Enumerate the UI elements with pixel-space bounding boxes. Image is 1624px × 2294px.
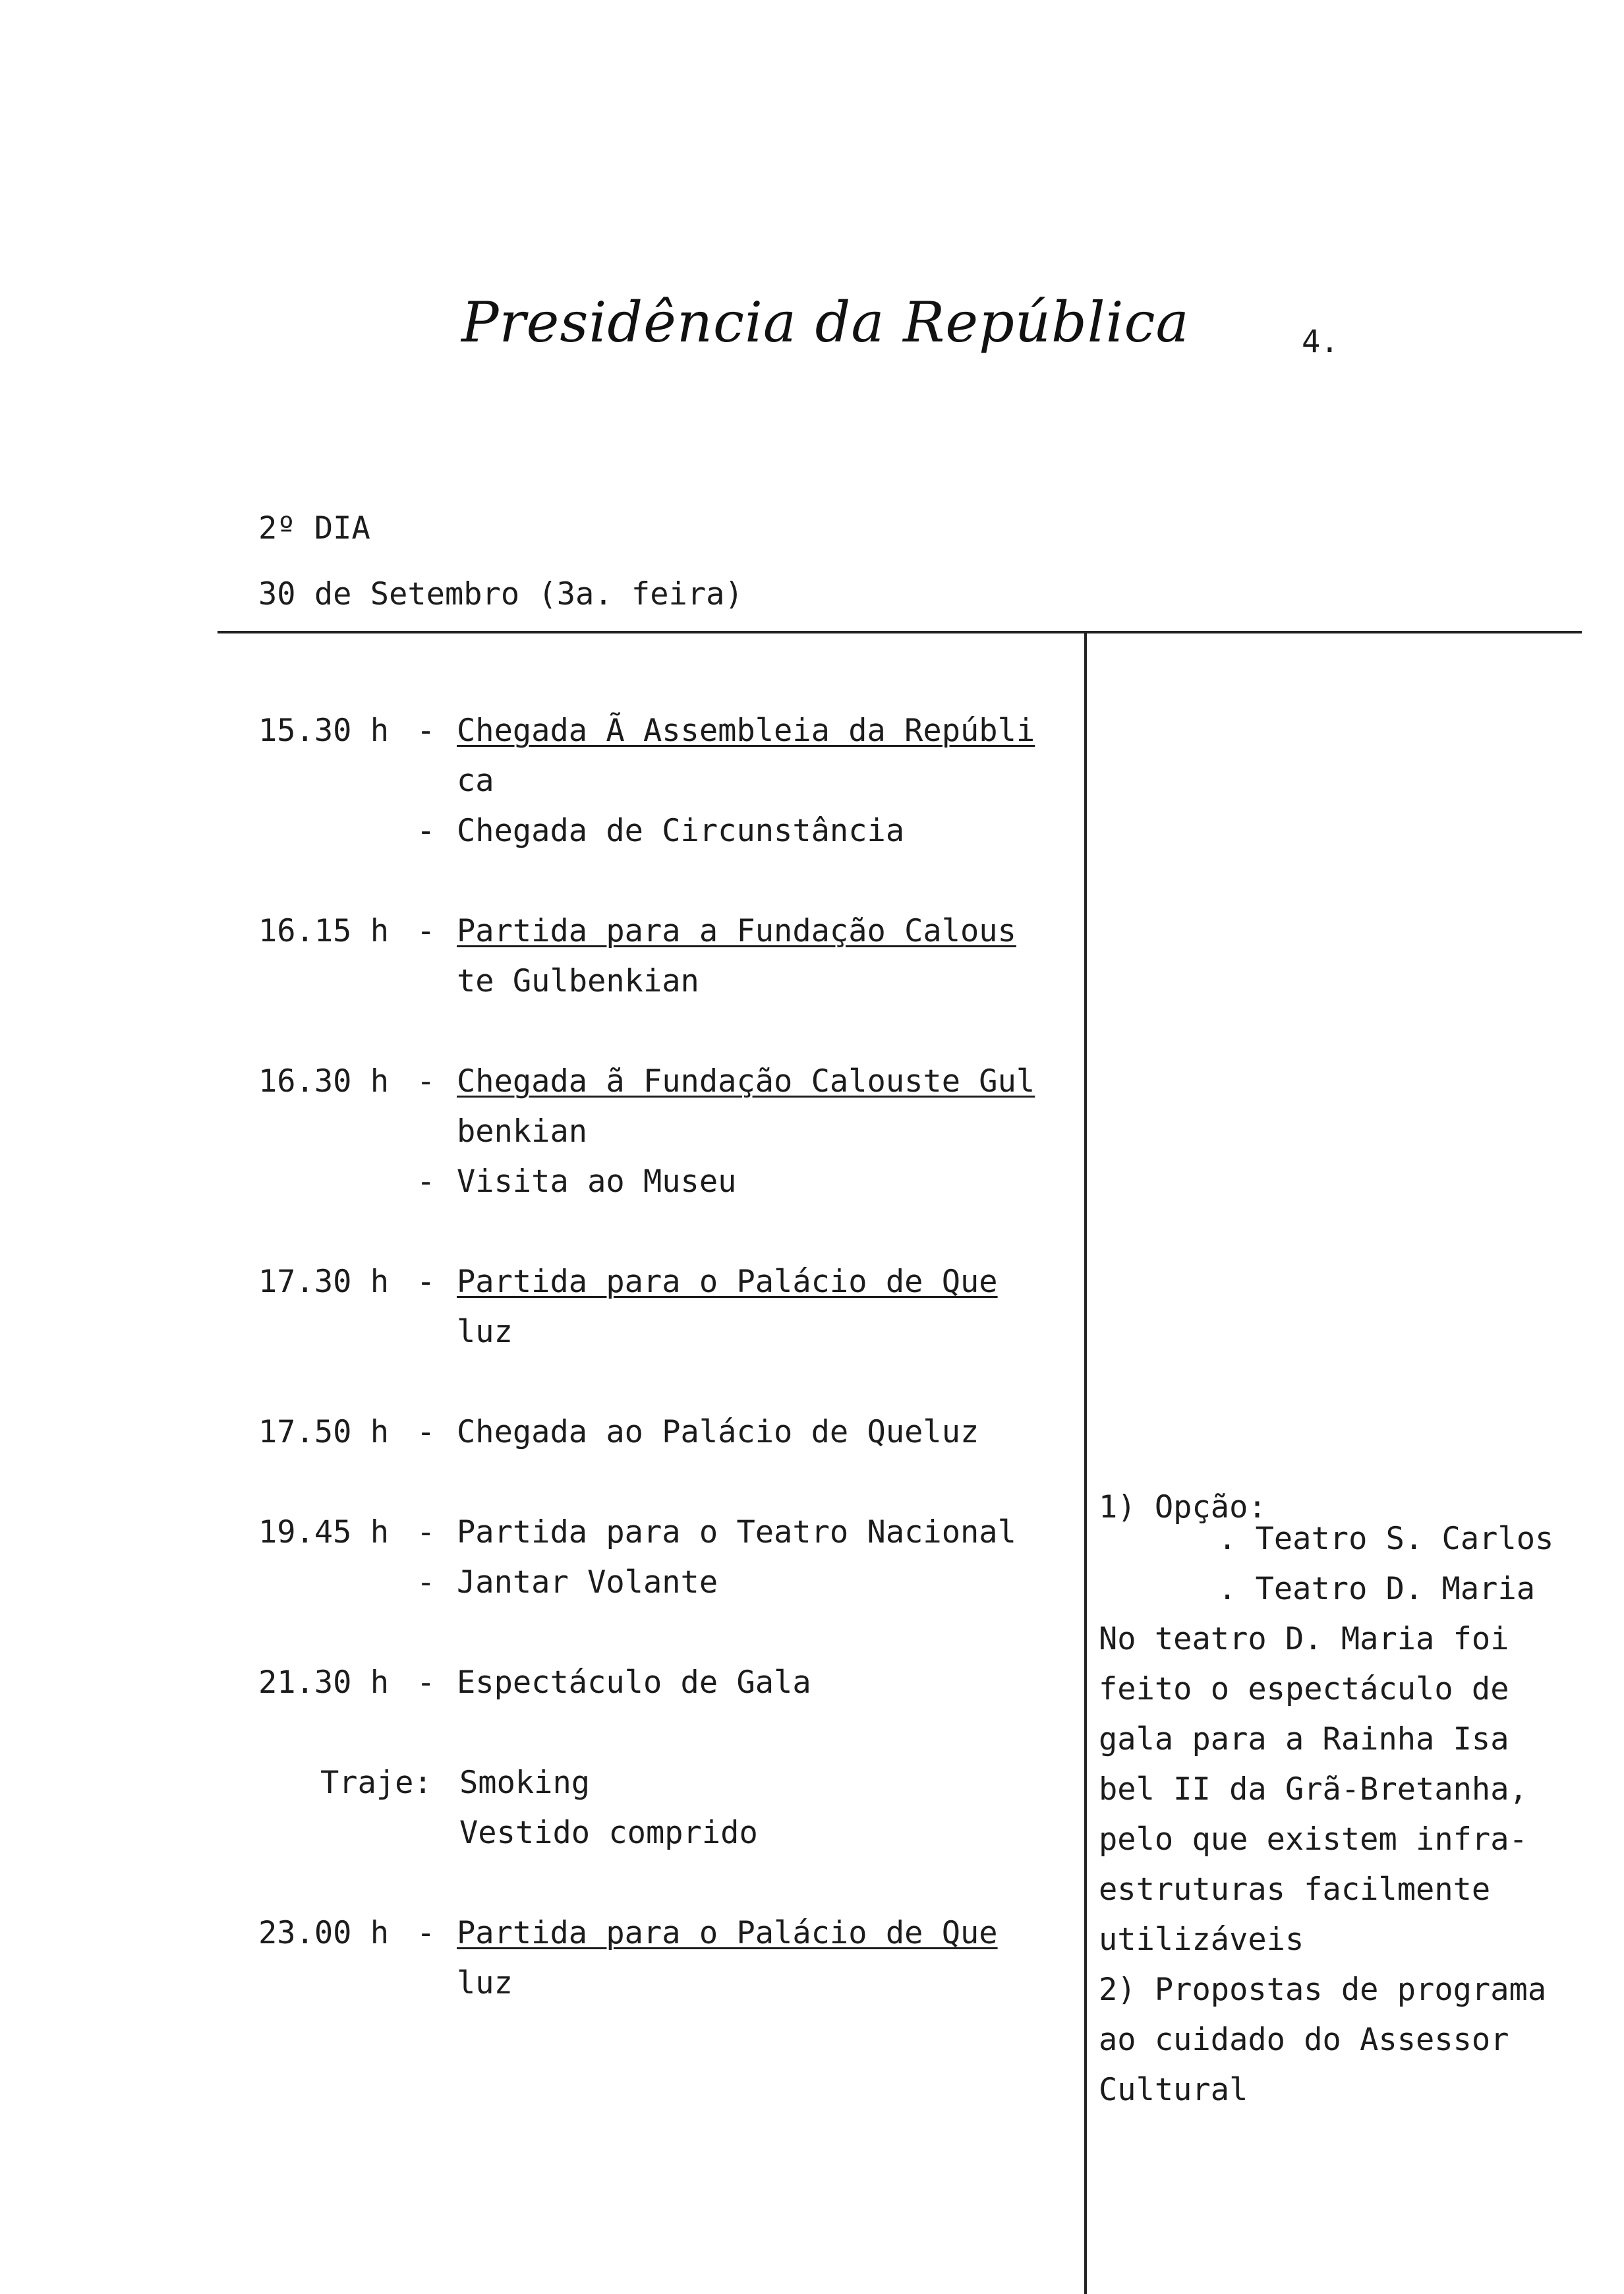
schedule-event: Espectáculo de Gala (457, 1664, 811, 1701)
schedule-dash: - (417, 713, 436, 749)
schedule-event-cont: te Gulbenkian (457, 963, 699, 999)
schedule-time: 16.15 h (258, 913, 390, 949)
schedule-time: 17.30 h (258, 1264, 390, 1300)
note-line: . Teatro D. Maria (1218, 1571, 1536, 1607)
schedule-dash: - (417, 1163, 436, 1200)
schedule-dash: - (417, 1264, 436, 1300)
dress-code-label: Traje: (320, 1765, 432, 1801)
schedule-event-cont: benkian (457, 1113, 588, 1150)
note-line: 1) Opção: (1099, 1489, 1267, 1525)
schedule-event: Partida para o Teatro Nacional (457, 1514, 1016, 1550)
letterhead-presidencia: Presidência da República (461, 290, 1190, 355)
schedule-dash: - (417, 913, 436, 949)
note-line: bel II da Grã-Bretanha, (1099, 1771, 1528, 1808)
schedule-event: Chegada de Circunstância (457, 813, 905, 849)
note-line: . Teatro S. Carlos (1218, 1521, 1554, 1557)
schedule-event: Partida para a Fundação Calous (457, 913, 1016, 949)
note-line: estruturas facilmente (1099, 1871, 1491, 1908)
schedule-event: Visita ao Museu (457, 1163, 737, 1200)
schedule-time: 16.30 h (258, 1063, 390, 1100)
header-rule (218, 631, 1582, 633)
page-number: 4. (1302, 324, 1339, 360)
note-line: No teatro D. Maria foi (1099, 1621, 1509, 1657)
schedule-dash: - (417, 1915, 436, 1951)
schedule-dash: - (417, 1514, 436, 1550)
schedule-event: Chegada ao Palácio de Queluz (457, 1414, 979, 1450)
note-line: Cultural (1099, 2072, 1248, 2108)
note-line: pelo que existem infra- (1099, 1821, 1528, 1858)
note-line: utilizáveis (1099, 1922, 1304, 1958)
schedule-dash: - (417, 1664, 436, 1701)
note-line: 2) Propostas de programa (1099, 1972, 1547, 2008)
schedule-dash: - (417, 1414, 436, 1450)
schedule-time: 21.30 h (258, 1664, 390, 1701)
dress-code-item: Vestido comprido (459, 1815, 758, 1851)
note-line: gala para a Rainha Isa (1099, 1721, 1509, 1757)
schedule-event: Partida para o Palácio de Que (457, 1264, 998, 1300)
schedule-event: Jantar Volante (457, 1564, 718, 1601)
schedule-time: 23.00 h (258, 1915, 390, 1951)
schedule-dash: - (417, 1063, 436, 1100)
schedule-event-cont: luz (457, 1965, 513, 2001)
schedule-event: Chegada Ã Assembleia da Repúbli (457, 713, 1035, 749)
schedule-time: 15.30 h (258, 713, 390, 749)
note-line: feito o espectáculo de (1099, 1671, 1509, 1707)
schedule-event-cont: ca (457, 763, 494, 799)
schedule-event-cont: luz (457, 1314, 513, 1350)
schedule-time: 19.45 h (258, 1514, 390, 1550)
column-divider (1084, 631, 1087, 2294)
note-line: ao cuidado do Assessor (1099, 2022, 1509, 2058)
schedule-dash: - (417, 813, 436, 849)
schedule-dash: - (417, 1564, 436, 1601)
dress-code-item: Smoking (459, 1765, 591, 1801)
schedule-event: Partida para o Palácio de Que (457, 1915, 998, 1951)
schedule-time: 17.50 h (258, 1414, 390, 1450)
schedule-event: Chegada ã Fundação Calouste Gul (457, 1063, 1035, 1100)
day-heading: 2º DIA (258, 510, 370, 546)
date-line: 30 de Setembro (3a. feira) (258, 576, 743, 612)
